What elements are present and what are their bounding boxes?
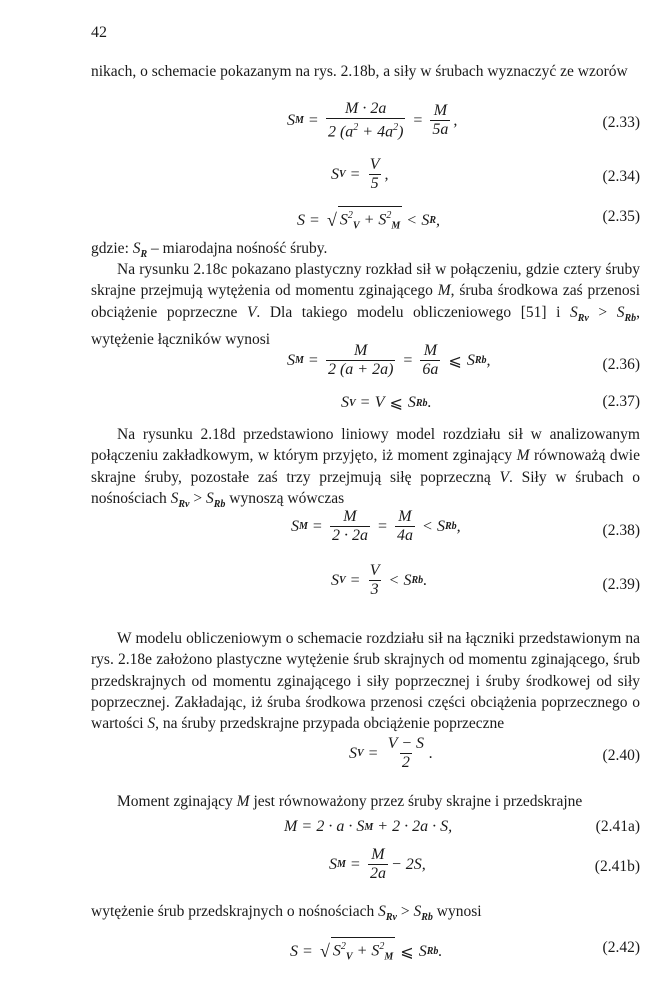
paragraph-0: nikach, o schemacie pokazanym na rys. 2.18b, a siły w śrubach wyznaczyć ze wzorów	[91, 63, 628, 80]
equation-number: (2.39)	[602, 576, 640, 593]
equation-2-42: S = √ $S^2_V + S^2_M$ ⩽ S Rb . (2.42)	[91, 935, 640, 963]
equation-2-39: S V = $\frac{V}{3}$ < S Rb . (2.39)	[331, 562, 640, 598]
equation-2-38: S M = $\frac{M}{2 \cdot 2a}$ = $\frac{M}{4a}$ < S Rb , (2.38)	[291, 508, 640, 544]
equation-number: (2.40)	[602, 747, 640, 764]
paragraph-4: W modelu obliczeniowym o schemacie rozdziału sił na łączniki przedstawionym na rys. 2.18e założono plastyczne wytężenie śrub skrajnych od momentu zginającego, śrub przedskrajnych od momentu zginającego i siły poprzecznej i śruby środkowej od siły poprzecznej. Zakładając, iż śruba środkowa przenosi części obciążenia poprzecznego o wartości S, na śruby przedskrajne przypada obciążenie poprzeczne	[91, 630, 640, 733]
paragraph-6: wytężenie śrub przedskrajnych o nośnościach $S_{Rv} > S_{Rb}$ wynosi	[91, 903, 482, 924]
equation-2-36: S M = $\frac{M}{2 (a + 2a)}$ = $\frac{M}{6a}$ ⩽ S Rb , (2.36)	[287, 342, 640, 378]
equation-2-41a: M = 2 · a · S M + 2 · 2a · S, (2.41a)	[284, 818, 640, 835]
equation-number: (2.35)	[602, 208, 640, 225]
equation-2-37: S V = V ⩽ S Rb . (2.37)	[341, 393, 640, 412]
equation-number: (2.41a)	[595, 818, 640, 835]
equation-number: (2.42)	[602, 939, 640, 956]
equation-2-41b: S M = $\frac{M}{2a}$ − 2S, (2.41b)	[329, 846, 640, 882]
paragraph-5: Moment zginający M jest równoważony przez śruby skrajne i przedskrajne	[117, 793, 583, 810]
equation-number: (2.38)	[602, 522, 640, 539]
equation-number: (2.33)	[602, 114, 640, 131]
equation-2-34: S V = $\frac{V}{5}$ , (2.34)	[331, 156, 640, 192]
page-number: 42	[91, 24, 107, 41]
paragraph-2: Na rysunku 2.18c pokazano plastyczny rozkład sił w połączeniu, gdzie cztery śruby skrajne przejmują wytężenia od momentu zginającego M, śruba środkowa zaś przenosi obciążenie poprzeczne V. Dla takiego modelu obliczeniowego [51] i $S_{Rv} > S_{Rb}$, wytężenie łączników wynosi	[91, 261, 641, 348]
paragraph-1: gdzie: $S_R$ – miarodajna nośność śruby.	[91, 240, 328, 261]
equation-2-33: S M = $\frac{M \cdot 2a}{2 (a^2 + 4a^2)}$ = $\frac{M}{5a}$ , (2.33)	[287, 100, 640, 141]
equation-number: (2.41b)	[594, 858, 640, 875]
equation-2-40: S V = $\frac{V - S}{2}$ . (2.40)	[349, 735, 640, 771]
equation-number: (2.36)	[602, 356, 640, 373]
equation-number: (2.37)	[602, 393, 640, 410]
equation-number: (2.34)	[602, 168, 640, 185]
equation-2-35: S = √ $S^2_V + S^2_M$ < S R , (2.35)	[91, 204, 640, 232]
paragraph-3: Na rysunku 2.18d przedstawiono liniowy model rozdziału sił w analizowanym połączeniu zakładkowym, w którym przyjęto, iż moment zginający M równoważą dwie skrajne śruby, pozostałe zaś trzy przejmują siłę poprzeczną V. Siły w śrubach o nośnościach $S_{Rv} > S_{Rb}$ wynoszą wówczas	[91, 426, 640, 510]
